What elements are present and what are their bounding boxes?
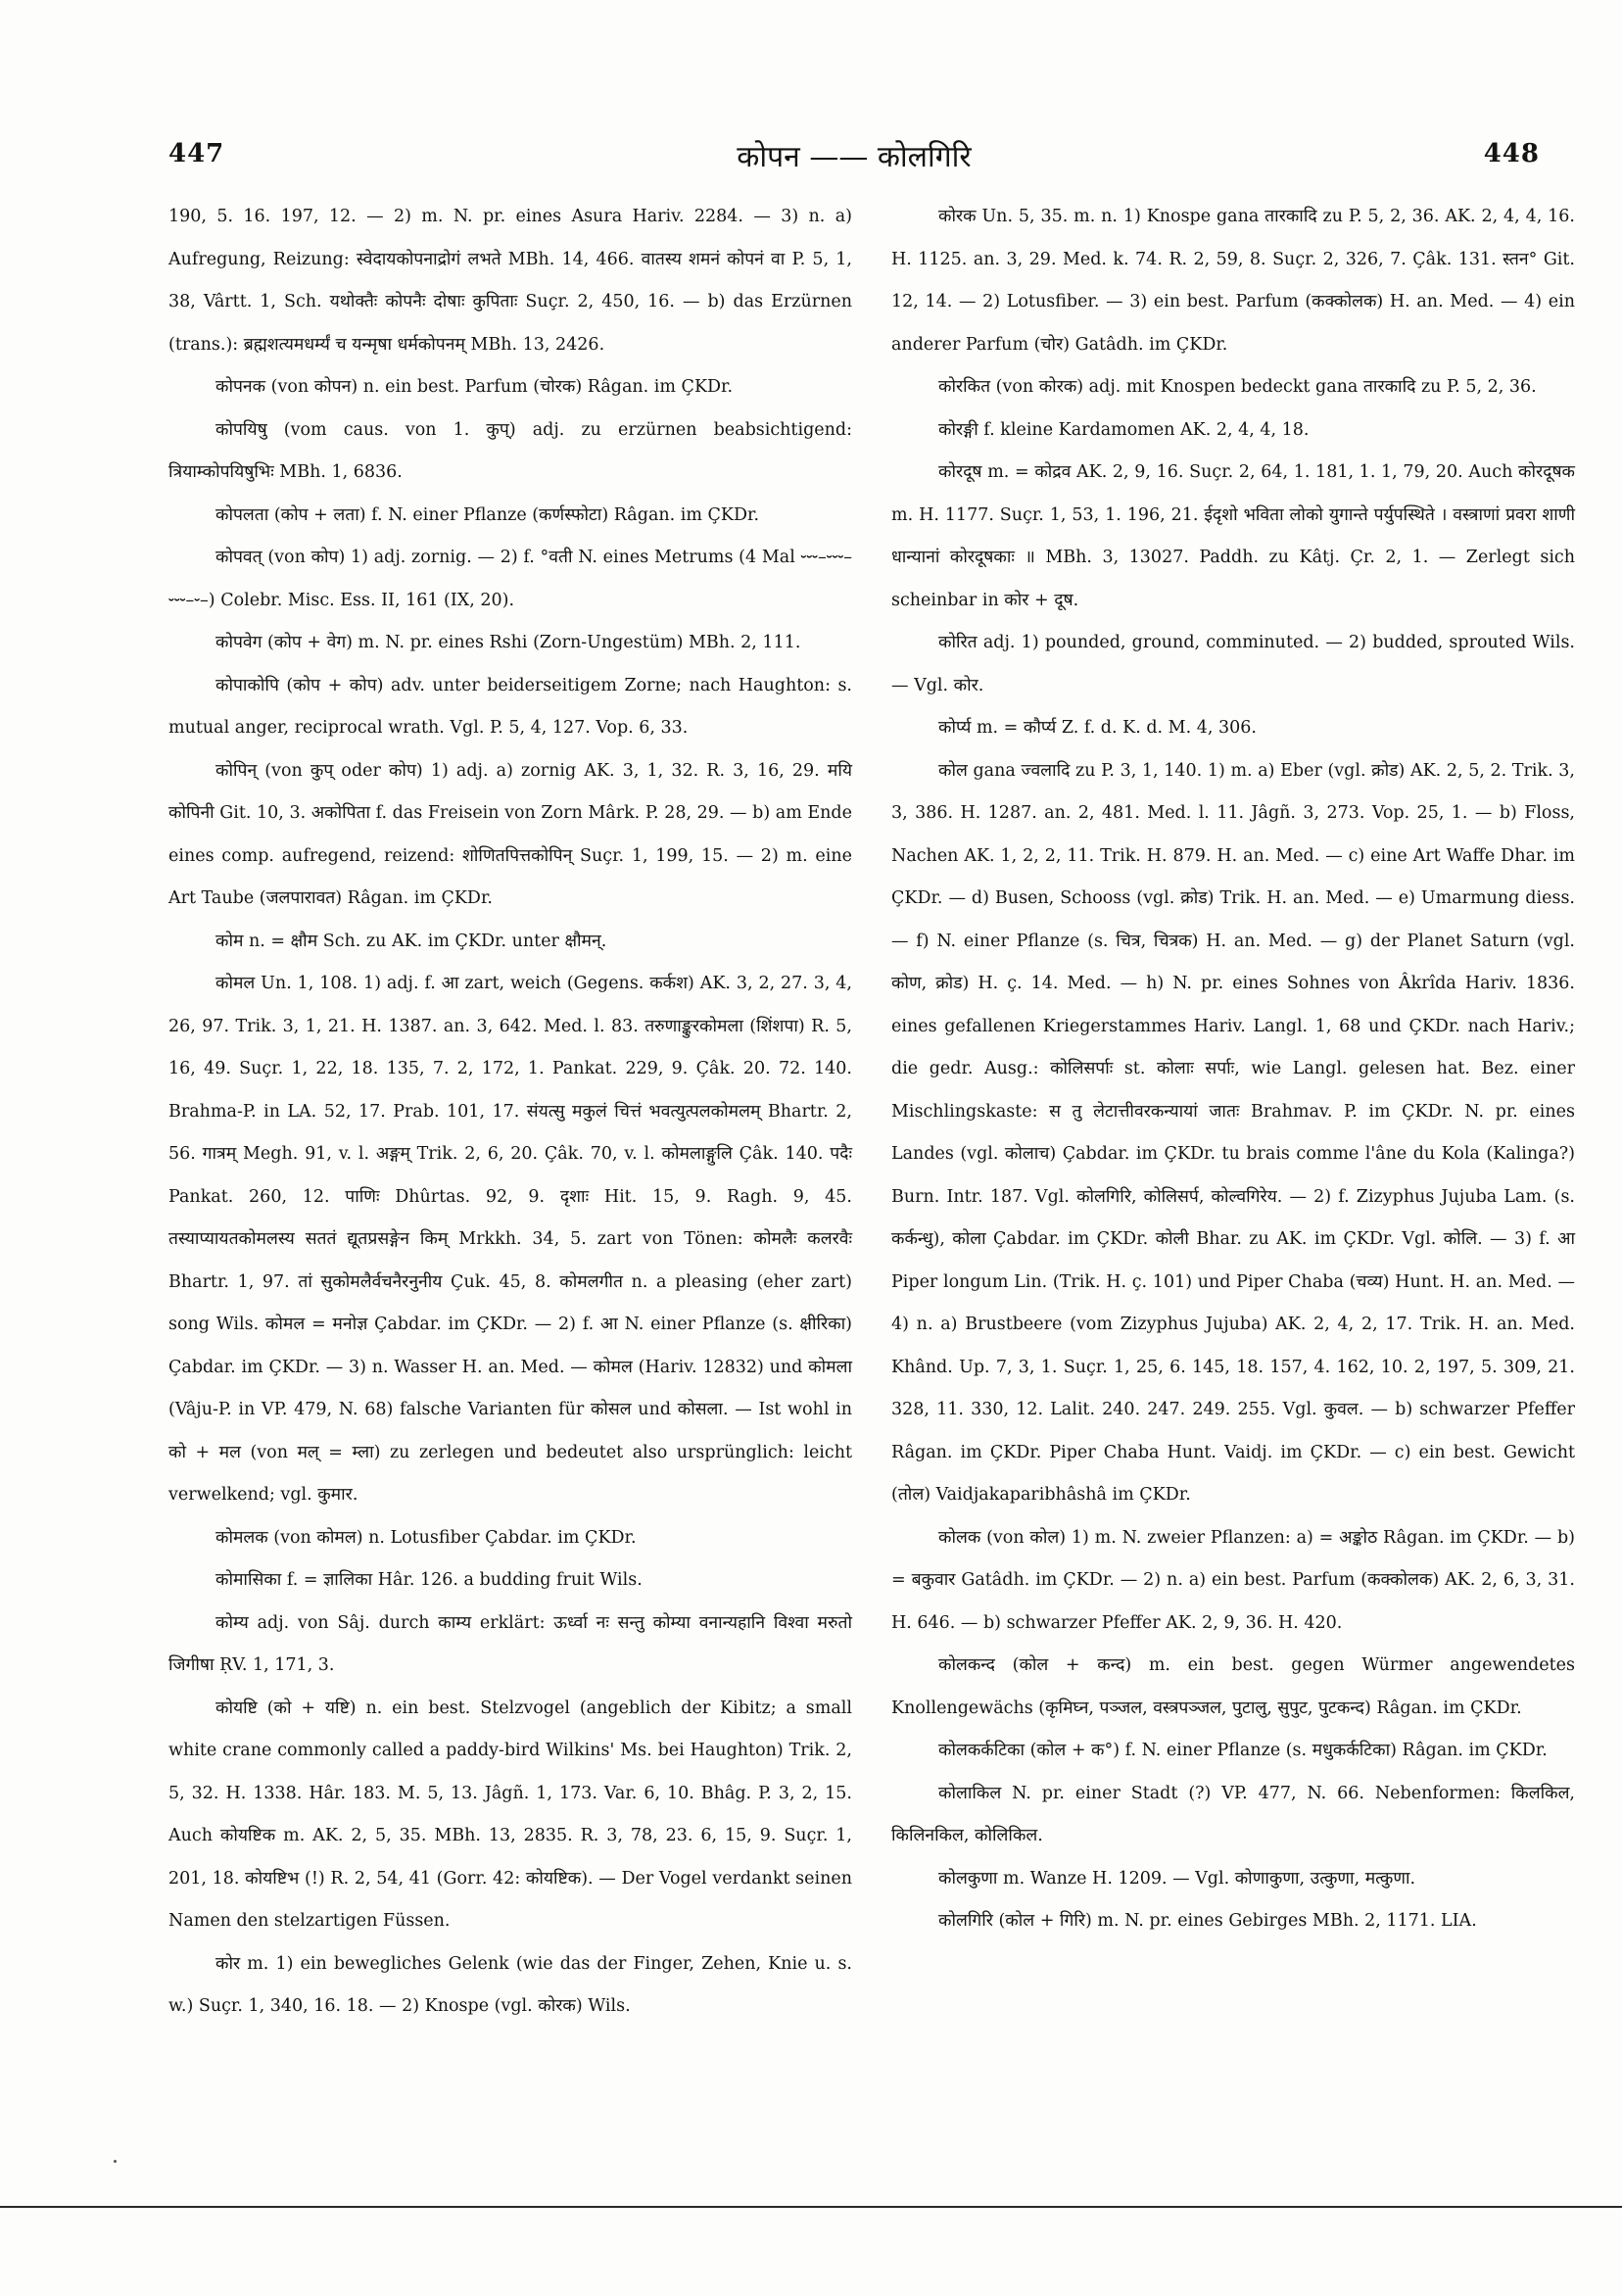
dictionary-entry: कोपयिषु (vom caus. von 1. कुप्) adj. zu erzürnen beabsichtigend: त्रियाम्कोपयिषुभिः MBh. 1, 6836. bbox=[168, 419, 852, 482]
dictionary-entry: कोम n. = क्षौम Sch. zu AK. im ÇKDr. unter क्षौमन्. bbox=[215, 931, 607, 951]
dictionary-entry: कोल gana ज्वलादि zu P. 3, 1, 140. 1) m. a) Eber (vgl. क्रोड) AK. 2, 5, 2. Trik. 3, 3, 386. H. 1287. an. 2, 481. Med. l. 11. Jâgñ. 3, 273. Vop. 25, 1. — b) Floss, Nachen AK. 1, 2, 2, 11. Trik. H. 879. H. an. Med. — c) eine Art Waffe Dhar. im ÇKDr. — d) Busen, Schooss (vgl. क्रोड) Trik. H. an. Med. — e) Umarmung diess. — f) N. einer Pflanze (s. चित्र, चित्रक) H. an. Med. — g) der Planet Saturn (vgl. कोण, क्रोड) H. ç. 14. Med. — h) N. pr. eines Sohnes von Âkrîda Hariv. 1836. eines gefallenen Kriegerstammes Hariv. Langl. 1, 68 und ÇKDr. nach Hariv.; die gedr. Ausg.: कोलिसर्पाः st. कोलाः सर्पाः, wie Langl. gelesen hat. Bez. einer Mischlingskaste: स तु लेटात्तीवरकन्यायां जातः Brahmav. P. im ÇKDr. N. pr. eines Landes (vgl. कोलाच) Çabdar. im ÇKDr. tu brais comme l'âne du Kola (Kalinga?) Burn. Intr. 187. Vgl. कोलगिरि, कोलिसर्प, कोल्वगिरेय. — 2) f. Zizyphus Jujuba Lam. (s. कर्कन्धु), कोला Çabdar. im ÇKDr. कोली Bhar. zu AK. im ÇKDr. Vgl. कोलि. — 3) f. आ Piper longum Lin. (Trik. H. ç. 101) und Piper Chaba (चव्य) Hunt. H. an. Med. — 4) n. a) Brustbeere (vom Zizyphus Jujuba) AK. 2, 4, 2, 17. Trik. H. an. Med. Khând. Up. 7, 3, 1. Suçr. 1, 25, 6. 145, 18. 157, 4. 162, 10. 2, 197, 5. 309, 21. 328, 11. 330, 12. Lalit. 240. 247. 249. 255. Vgl. कुवल. — b) schwarzer Pfeffer Râgan. im ÇKDr. Piper Chaba Hunt. Vaidj. im ÇKDr. — c) ein best. Gewicht (तोल) Vaidjakaparibhâshâ im ÇKDr. bbox=[891, 760, 1575, 1505]
dictionary-entry: कोलकर्कटिका (कोल + क°) f. N. einer Pflanze (s. मधुकर्कटिका) Râgan. im ÇKDr. bbox=[938, 1741, 1548, 1760]
dictionary-entry: कोरित adj. 1) pounded, ground, comminuted. — 2) budded, sprouted Wils. — Vgl. कोर. bbox=[891, 633, 1575, 695]
left-column bbox=[168, 196, 852, 2029]
dictionary-entry: कोरङ्गी f. kleine Kardamomen AK. 2, 4, 4, 18. bbox=[938, 419, 1310, 440]
running-head: कोपन —— कोलगिरि bbox=[737, 140, 972, 174]
dictionary-entry: कोर m. 1) ein bewegliches Gelenk (wie das der Finger, Zehen, Knie u. s. w.) Suçr. 1, 340, 16. 18. — 2) Knospe (vgl. कोरक) Wils. bbox=[168, 1953, 852, 2016]
page-number-right: 448 bbox=[1483, 139, 1540, 168]
dictionary-entry: कोपलता (कोप + लता) f. N. einer Pflanze (कर्णस्फोटा) Râgan. im ÇKDr. bbox=[215, 504, 760, 525]
dictionary-entry: कोलकन्द (कोल + कन्द) m. ein best. gegen Würmer angewendetes Knollengewächs (कृमिघ्न, पञ्जल, वस्त्रपञ्जल, पुटालु, सुपुट, पुटकन्द) Râgan. im ÇKDr. bbox=[891, 1655, 1575, 1718]
dictionary-entry: कोरकित (von कोरक) adj. mit Knospen bedeckt gana तारकादि zu P. 5, 2, 36. bbox=[938, 377, 1537, 397]
dictionary-entry: कोपाकोपि (कोप + कोप) adv. unter beiderseitigem Zorne; nach Haughton: s. mutual anger, reciprocal wrath. Vgl. P. 5, 4, 127. Vop. 6, 33. bbox=[168, 675, 852, 738]
dictionary-entry: कोमासिका f. = ज्ञालिका Hâr. 126. a budding fruit Wils. bbox=[215, 1570, 643, 1590]
dictionary-entry: कोरदूष m. = कोद्रव AK. 2, 9, 16. Suçr. 2, 64, 1. 181, 1. 1, 79, 20. Auch कोरदूषक m. H. 1177. Suçr. 1, 53, 1. 196, 21. ईदृशो भविता लोको युगान्ते पर्युपस्थिते । वस्त्राणां प्रवरा शाणी धान्यानां कोरदूषकाः ॥ MBh. 3, 13027. Paddh. zu Kâtj. Çr. 2, 1. — Zerlegt sich scheinbar in कोर + दूष. bbox=[891, 462, 1575, 610]
dictionary-entry: कोलाकिल N. pr. einer Stadt (?) VP. 477, N. 66. Nebenformen: किलकिल, किलिनकिल, कोलिकिल. bbox=[891, 1783, 1575, 1845]
dictionary-entry: कोलकुणा m. Wanze H. 1209. — Vgl. कोणाकुणा, उत्कुणा, मत्कुणा. bbox=[938, 1868, 1416, 1889]
dictionary-entry: कोपनक (von कोपन) n. ein best. Parfum (चोरक) Râgan. im ÇKDr. bbox=[215, 377, 734, 397]
dictionary-entry: कोमलक (von कोमल) n. Lotusfiber Çabdar. im ÇKDr. bbox=[215, 1527, 637, 1548]
bottom-rule bbox=[0, 2206, 1622, 2208]
right-column bbox=[891, 196, 1575, 1943]
dictionary-entry: कोमल Un. 1, 108. 1) adj. f. आ zart, weich (Gegens. कर्कश) AK. 3, 2, 27. 3, 4, 26, 97. Trik. 3, 1, 21. H. 1387. an. 3, 642. Med. l. 83. तरुणाङ्कुरकोमला (शिंशपा) R. 5, 16, 49. Suçr. 1, 22, 18. 135, 7. 2, 172, 1. Pankat. 229, 9. Çâk. 20. 72. 140. Brahma-P. in LA. 52, 17. Prab. 101, 17. संयत्सु मकुलं चित्तं भवत्युत्पलकोमलम् Bhartr. 2, 56. गात्रम् Megh. 91, v. l. अङ्गम् Trik. 2, 6, 20. Çâk. 70, v. l. कोमलाङ्गुलि Çâk. 140. पदैः Pankat. 260, 12. पाणिः Dhûrtas. 92, 9. दृशाः Hit. 15, 9. Ragh. 9, 45. तस्याप्यायतकोमलस्य सततं द्यूतप्रसङ्गेन किम् Mrkkh. 34, 5. zart von Tönen: कोमलैः कलरवैः Bhartr. 1, 97. तां सुकोमलैर्वचनैरनुनीय Çuk. 45, 8. कोमलगीत n. a pleasing (eher zart) song Wils. कोमल = मनोज्ञ Çabdar. im ÇKDr. — 2) f. आ N. einer Pflanze (s. क्षीरिका) Çabdar. im ÇKDr. — 3) n. Wasser H. an. Med. — कोमल (Hariv. 12832) und कोमला (Vâju-P. in VP. 479, N. 68) falsche Varianten für कोसल und कोसला. — Ist wohl in को + मल (von मल् = म्ला) zu zerlegen und bedeutet also ursprünglich: leicht verwelkend; vgl. कुमार. bbox=[168, 974, 852, 1505]
page-number-left: 447 bbox=[168, 139, 225, 168]
dictionary-entry: कोम्य adj. von Sâj. durch काम्य erklärt: ऊर्ध्वा नः सन्तु कोम्या वनान्यहानि विश्वा मरुतो जिगीषा ṚV. 1, 171, 3. bbox=[168, 1612, 852, 1675]
dictionary-entry: कोलक (von कोल) 1) m. N. zweier Pflanzen: a) = अङ्कोठ Râgan. im ÇKDr. — b) = बकुवार Gatâdh. im ÇKDr. — 2) n. a) ein best. Parfum (कक्कोलक) AK. 2, 6, 3, 31. H. 646. — b) schwarzer Pfeffer AK. 2, 9, 36. H. 420. bbox=[891, 1527, 1575, 1633]
margin-dot bbox=[114, 2160, 117, 2163]
dictionary-entry: 190, 5. 16. 197, 12. — 2) m. N. pr. eines Asura Hariv. 2284. — 3) n. a) Aufregung, Reizung: स्वेदायकोपनाद्रोगं लभते MBh. 14, 466. वातस्य शमनं कोपनं वा P. 5, 1, 38, Vârtt. 1, Sch. यथोक्तैः कोपनैः दोषाः कुपिताः Suçr. 2, 450, 16. — b) das Erzürnen (trans.): ब्रह्मशत्यमधर्म्यं च यन्मृषा धर्मकोपनम् MBh. 13, 2426. bbox=[168, 207, 852, 355]
page-header bbox=[168, 135, 1540, 178]
dictionary-entry: कोर्प्य m. = कौर्प्य Z. f. d. K. d. M. 4, 306. bbox=[938, 718, 1257, 738]
dictionary-entry: कोयष्टि (को + यष्टि) n. ein best. Stelzvogel (angeblich der Kibitz; a small white crane commonly called a paddy-bird Wilkins' Ms. bei Haughton) Trik. 2, 5, 32. H. 1338. Hâr. 183. M. 5, 13. Jâgñ. 1, 173. Var. 6, 10. Bhâg. P. 3, 2, 15. Auch कोयष्टिक m. AK. 2, 5, 35. MBh. 13, 2835. R. 3, 78, 23. 6, 15, 9. Suçr. 1, 201, 18. कोयष्टिभ (!) R. 2, 54, 41 (Gorr. 42: कोयष्टिक). — Der Vogel verdankt seinen Namen den stelzartigen Füssen. bbox=[168, 1698, 852, 1931]
dictionary-entry: कोरक Un. 5, 35. m. n. 1) Knospe gana तारकादि zu P. 5, 2, 36. AK. 2, 4, 4, 16. H. 1125. an. 3, 29. Med. k. 74. R. 2, 59, 8. Suçr. 2, 326, 7. Çâk. 131. स्तन° Git. 12, 14. — 2) Lotusfiber. — 3) ein best. Parfum (कक्कोलक) H. an. Med. — 4) ein anderer Parfum (चोर) Gatâdh. im ÇKDr. bbox=[891, 207, 1575, 355]
dictionary-entry: कोपवत् (von कोप) 1) adj. zornig. — 2) f. °वती N. eines Metrums (4 Mal ⏑⏑⏑–⏑⏑⏑–⏑⏑⏑–⏑–) Colebr. Misc. Ess. II, 161 (IX, 20). bbox=[168, 548, 852, 610]
dictionary-entry: कोपवेग (कोप + वेग) m. N. pr. eines Rshi (Zorn-Ungestüm) MBh. 2, 111. bbox=[215, 633, 801, 652]
dictionary-entry: कोलगिरि (कोल + गिरि) m. N. pr. eines Gebirges MBh. 2, 1171. LIA. bbox=[938, 1911, 1477, 1931]
dictionary-entry: कोपिन् (von कुप् oder कोप) 1) adj. a) zornig AK. 3, 1, 32. R. 3, 16, 29. मयि कोपिनी Git. 10, 3. अकोपिता f. das Freisein von Zorn Mârk. P. 28, 29. — b) am Ende eines comp. aufregend, reizend: शोणितपित्तकोपिन् Suçr. 1, 199, 15. — 2) m. eine Art Taube (जलपारावत) Râgan. im ÇKDr. bbox=[168, 760, 852, 908]
